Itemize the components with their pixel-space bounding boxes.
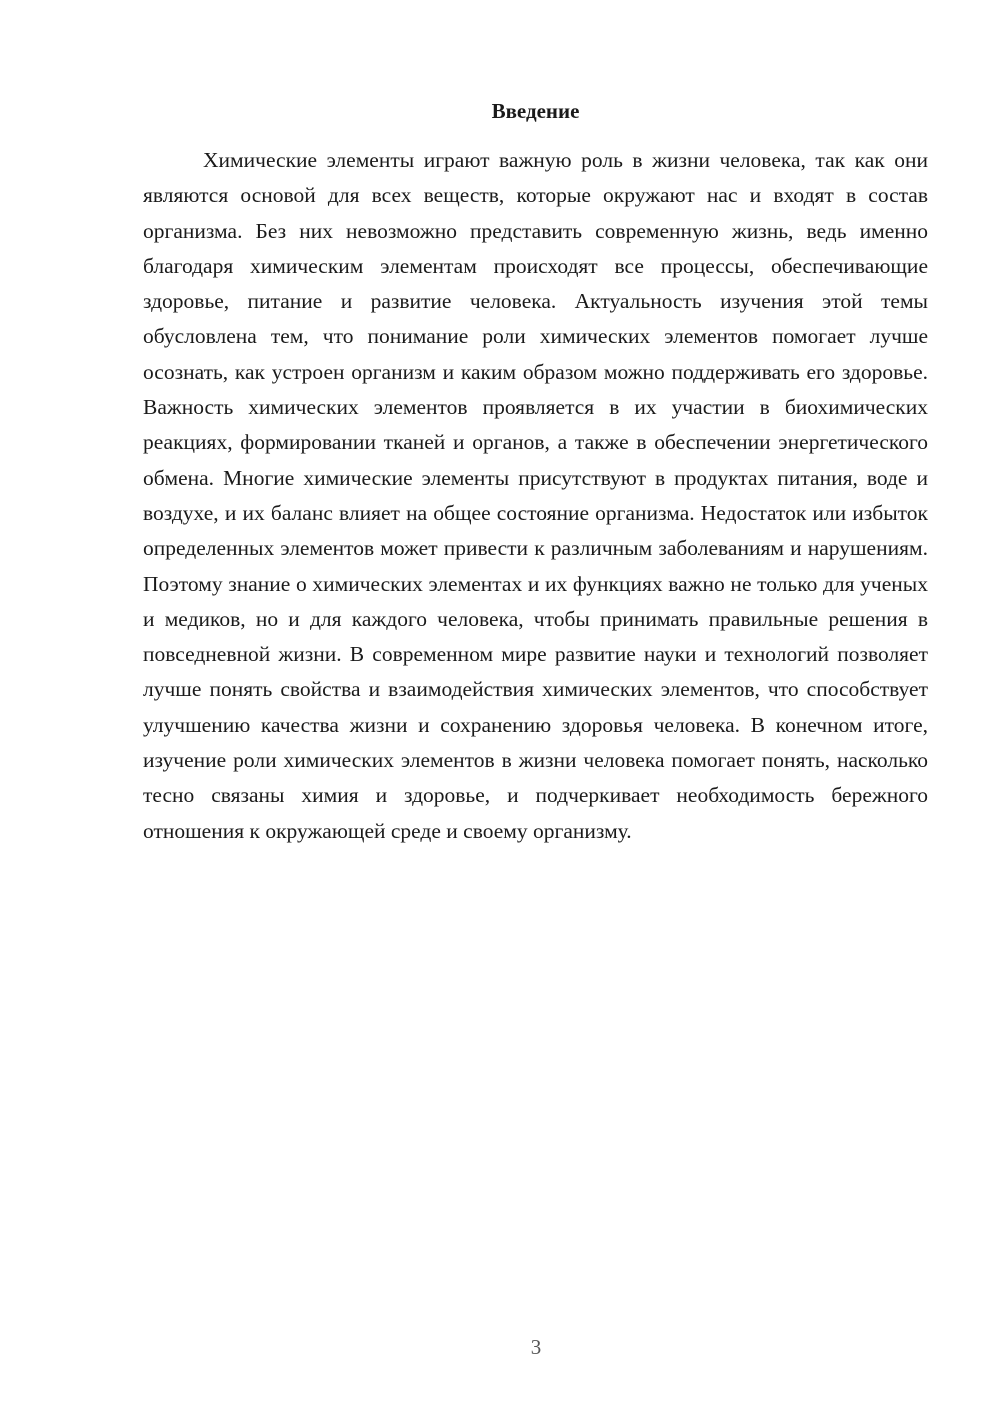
intro-paragraph: Химические элементы играют важную роль в жизни человека, так как они являются основой для всех веществ, которые окружают нас и входят в состав организма. Без них невозможно представить современную жизнь, ведь именно благодаря химическим элементам происходят все процессы, обеспечивающие здоровье, питание и развитие человека. Актуальность изучения этой темы обусловлена тем, что понимание роли химических элементов помогает лучше осознать, как устроен организм и каким образом можно поддерживать его здоровье. Важность химических элементов проявляется в их участии в биохимических реакциях, формировании тканей и органов, а также в обеспечении энергетического обмена. Многие химические элементы присутствуют в продуктах питания, воде и воздухе, и их баланс влияет на общее состояние организма. Недостаток или избыток определенных элементов может привести к различным заболеваниям и нарушениям. Поэтому знание о химических элементах и их функциях важно не только для ученых и медиков, но и для каждого человека, чтобы принимать правильные решения в повседневной жизни. В современном мире развитие науки и технологий позволяет лучше понять свойства и взаимодействия химических элементов, что способствует улучшению качества жизни и сохранению здоровья человека. В конечном итоге, изучение роли химических элементов в жизни человека помогает понять, насколько тесно связаны химия и здоровье, и подчеркивает необходимость бережного отношения к окружающей среде и своему организму. — [143, 148, 928, 843]
page-number: 3 — [530, 1335, 542, 1359]
section-title: Введение — [491, 99, 580, 123]
